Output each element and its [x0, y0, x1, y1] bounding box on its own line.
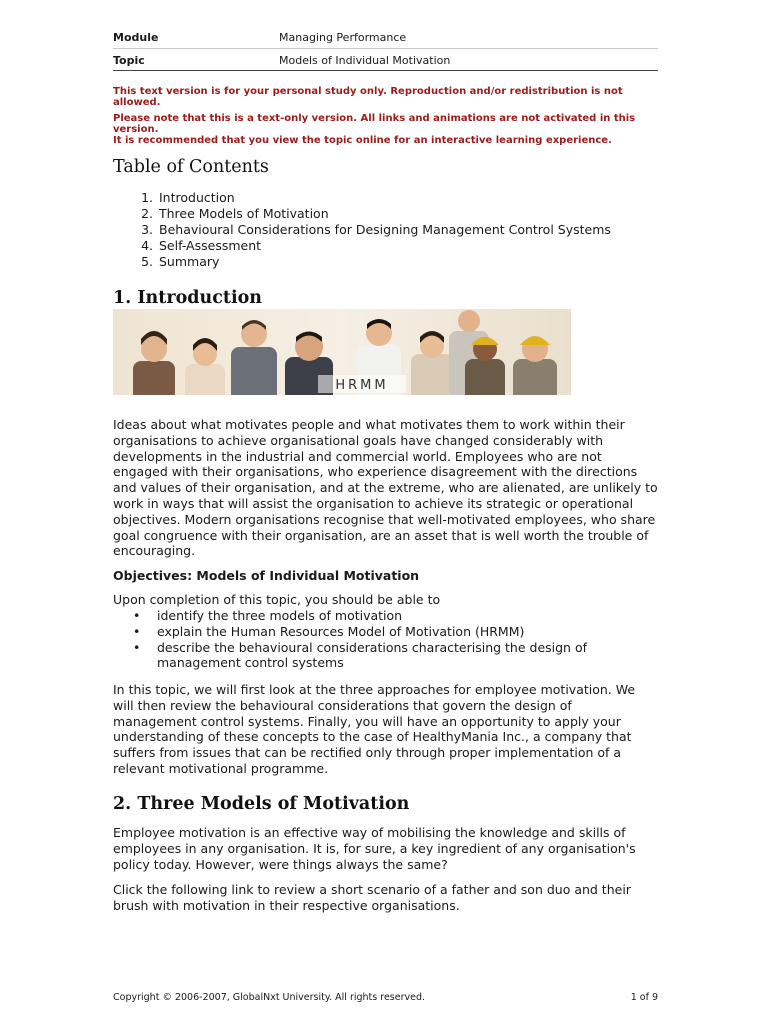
hero-image-professionals: [113, 309, 571, 395]
toc-item: 4. Self-Assessment: [157, 238, 611, 254]
topic-row: [113, 49, 658, 71]
models-paragraph: Employee motivation is an effective way of mobilising the knowledge and skills of employees in any organisation. It is, for sure, a key ingredient of any organisation's policy today. However, were things always the same?: [113, 825, 636, 872]
toc-heading: Table of Contents: [113, 157, 269, 177]
objective-item: • identify the three models of motivation: [157, 608, 657, 624]
notice-text-only-line1: Please note that this is a text-only version. All links and animations are not activated in this version.: [113, 113, 636, 135]
objectives-list: [113, 608, 657, 671]
topic-overview-paragraph: In this topic, we will first look at the three approaches for employee motivation. We will then review the behavioural considerations that govern the design of management control systems. Finally, you will have an opportunity to apply your understanding of these concepts to the case of HealthyMania Inc., a company that suffers from issues that can be rectified only through proper implementation of a relevant motivational programme.: [113, 682, 636, 776]
page-footer: [113, 992, 658, 1003]
page-number: 1 of 9: [630, 992, 658, 1003]
toc-item: 5. Summary: [157, 254, 611, 270]
hero-image-label: HRMM: [335, 378, 389, 393]
objectives-heading: Objectives: Models of Individual Motivation: [113, 568, 420, 583]
module-value: Managing Performance: [279, 30, 407, 44]
copyright-text: Copyright © 2006-2007, GlobalNxt University. All rights reserved.: [113, 992, 426, 1003]
module-label: Module: [113, 30, 159, 44]
objectives-intro: Upon completion of this topic, you should be able to: [113, 592, 441, 607]
notice-text-only-line2: It is recommended that you view the topic online for an interactive learning experience.: [113, 135, 612, 146]
objective-item: • explain the Human Resources Model of Motivation (HRMM): [157, 624, 657, 640]
section-heading-three-models: 2. Three Models of Motivation: [113, 794, 410, 814]
intro-paragraph: Ideas about what motivates people and what motivates them to work within their organisations to achieve organisational goals have changed considerably with developments in the industrial and commercial world. Employees who are not engaged with their organisations, who experience disagreement with the directions and values of their organisation, and at the extreme, who are alienated, are unlikely to work in ways that will assist the organisation to achieve its strategic or operational objectives. Modern organisations recognise that well-motivated employees, who share goal congruence with their organisation, are an asset that is well worth the trouble of encouraging.: [113, 417, 658, 559]
module-header: [113, 26, 658, 71]
toc-item: 2. Three Models of Motivation: [157, 206, 611, 222]
notice-reproduction: This text version is for your personal study only. Reproduction and/or redistribution is not allowed.: [113, 86, 623, 108]
topic-value: Models of Individual Motivation: [279, 53, 451, 67]
hero-illustration: [113, 309, 571, 395]
toc-list: [113, 190, 611, 270]
toc-item: 1. Introduction: [157, 190, 611, 206]
objective-item: • describe the behavioural considerations characterising the design of management control systems: [157, 640, 657, 672]
header-divider: [113, 70, 658, 71]
scenario-link-paragraph: Click the following link to review a short scenario of a father and son duo and their brush with motivation in their respective organisations.: [113, 882, 631, 913]
toc-item: 3. Behavioural Considerations for Designing Management Control Systems: [157, 222, 611, 238]
topic-label: Topic: [113, 53, 145, 67]
notice-text-only: [113, 113, 658, 146]
section-heading-introduction: 1. Introduction: [113, 288, 262, 308]
module-row: [113, 26, 658, 49]
